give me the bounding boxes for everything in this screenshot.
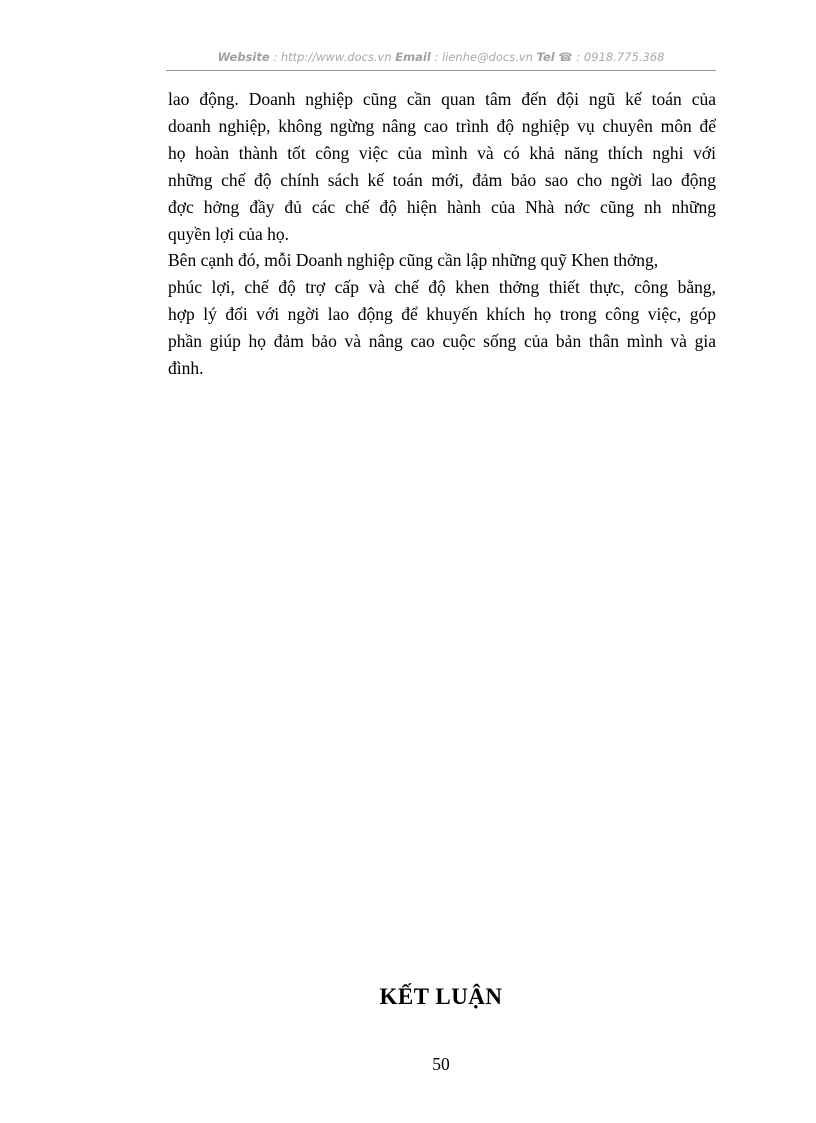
text-line: lao động. Doanh nghiệp cũng cần quan tâm đến đội ngũ kế toán của bbox=[168, 89, 716, 109]
text-line: những chế độ chính sách kế toán mới, đảm bảo sao cho ngời lao động bbox=[168, 169, 716, 190]
email-value: : lienhe@docs.vn bbox=[434, 50, 533, 64]
page-header bbox=[166, 50, 716, 70]
tel-label: Tel bbox=[536, 50, 555, 64]
website-label: Website bbox=[217, 50, 270, 64]
text-line: đình. bbox=[168, 358, 204, 379]
text-line: quyền lợi của họ. bbox=[168, 223, 290, 244]
tel-value: : 0918.775.368 bbox=[576, 50, 665, 64]
text-line: Bên cạnh đó, mỗi Doanh nghiệp cũng cần lập những quỹ Khen thởng, bbox=[168, 250, 659, 271]
page-number: 50 bbox=[432, 1054, 450, 1074]
text-line: doanh nghiệp, không ngừng nâng cao trình độ nghiệp vụ chuyên môn để bbox=[168, 115, 716, 136]
text-line: phúc lợi, chế độ trợ cấp và chế độ khen thởng thiết thực, công bằng, bbox=[168, 277, 716, 298]
header-rule bbox=[166, 70, 716, 71]
text-line: đợc hởng đầy đủ các chế độ hiện hành của Nhà nớc cũng nh những bbox=[168, 196, 716, 217]
email-label: Email bbox=[395, 50, 431, 64]
phone-icon: ☎ bbox=[558, 50, 573, 64]
text-line: phần giúp họ đảm bảo và nâng cao cuộc sống của bản thân mình và gia bbox=[168, 331, 716, 352]
text-line: hợp lý đối với ngời lao động để khuyến khích họ trong công việc, góp bbox=[168, 304, 716, 325]
body-text bbox=[168, 86, 716, 382]
text-line: họ hoàn thành tốt công việc của mình và có khả năng thích nghi với bbox=[168, 142, 716, 163]
section-title: KẾT LUẬN bbox=[379, 984, 503, 1009]
website-value: : http://www.docs.vn bbox=[273, 50, 392, 64]
